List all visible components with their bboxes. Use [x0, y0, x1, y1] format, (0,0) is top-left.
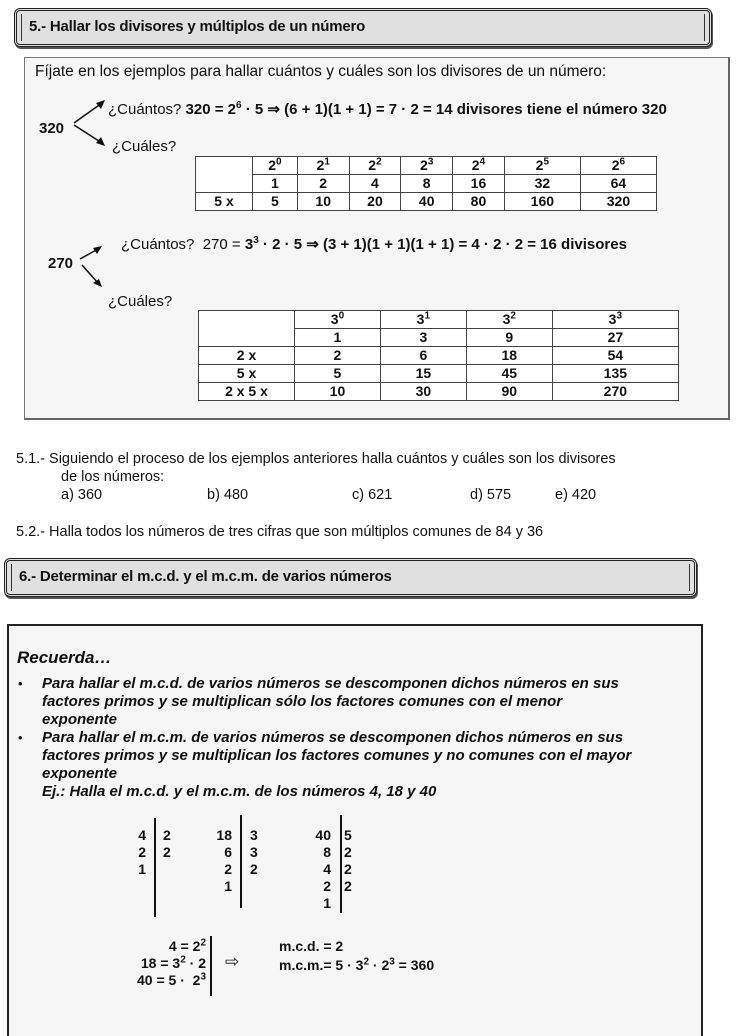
exercise-option: b) 480 — [207, 487, 249, 503]
divider-line — [240, 815, 242, 908]
intro-text: Fíjate en los ejemplos para hallar cuántos y cuáles son los divisores de un número: — [35, 63, 607, 80]
table-row: 5 x 5 15 45 135 — [199, 365, 679, 383]
factor-results: $4 = 2^2$ $18 = 3^2 \cdot 2$ $40 = 5 \cdot 2^3$ — [137, 937, 206, 988]
example2-cuales-label: ¿Cuáles? — [108, 293, 173, 310]
divider-line — [340, 815, 342, 913]
recuerda-heading: Recuerda… — [17, 648, 112, 667]
example1-formula: ¿Cuántos? $320 = 2^6 \cdot 5$ ⇒ (6 + 1)(1 + 1) = 7 · 2 = 14 divisores tiene el número 320 — [108, 100, 667, 118]
mcm-result: $m.c.m.= 5 \cdot 3^2 \cdot 2^3 = 360$ — [279, 956, 435, 973]
example2-number: 270 — [48, 255, 74, 272]
bullet-icon: • — [18, 730, 23, 745]
bullet-icon: • — [18, 676, 23, 691]
section-6-title: 6.- Determinar el m.c.d. y el m.c.m. de varios números — [19, 568, 392, 585]
divisors-table-270: $3^0$ $3^1$ $3^2$ $3^3$ 1 3 9 27 2 x 2 6 18 54 5 x 5 15 45 135 2 x 5 x 10 30 90 270 — [198, 310, 679, 401]
list-item: • Para hallar el m.c.d. de varios números se descomponen dichos números en sus factores primos y se multiplican sólo los factores comunes con el menor exponente — [18, 675, 619, 728]
divisors-table-320: $2^0$ $2^1$ $2^2$ $2^3$ $2^4$ $2^5$ $2^6$ 1 2 4 8 16 32 64 5 x 5 10 20 40 80 160 320 — [195, 156, 657, 211]
example1-cuales-label: ¿Cuáles? — [112, 138, 177, 155]
factorization-18-right: 3 3 2 — [250, 827, 258, 877]
factorization-40-left: 40 8 4 2 1 — [315, 827, 331, 911]
exercise-5-1-line2: de los números: — [61, 469, 165, 485]
exercise-option: c) 621 — [352, 487, 393, 503]
branch-arrows-icon — [72, 98, 108, 148]
table-row: 2 x 2 6 18 54 — [199, 347, 679, 365]
table-row: 2 x 5 x 10 30 90 270 — [199, 383, 679, 401]
divider-line — [210, 936, 212, 996]
section-5-header — [14, 8, 712, 47]
mcd-result: m.c.d. = 2 — [279, 938, 344, 954]
table-row: 5 x 5 10 20 40 80 160 320 — [196, 193, 657, 211]
implies-arrow-icon: ⇨ — [225, 952, 240, 971]
example1-number: 320 — [39, 120, 65, 137]
factorization-4-left: 4 2 1 — [138, 827, 146, 877]
branch-arrows-icon — [78, 243, 106, 289]
factorization-40-right: 5 2 2 2 — [344, 827, 352, 894]
section-5-title: 5.- Hallar los divisores y múltiplos de un número — [29, 18, 366, 35]
factorization-18-left: 18 6 2 1 — [216, 827, 232, 894]
factorization-4-right: 2 2 — [163, 827, 171, 860]
section-6-header — [4, 558, 697, 597]
exercise-5-1-line1: 5.1.- Siguiendo el proceso de los ejemplos anteriores halla cuántos y cuáles son los divisores — [16, 451, 616, 467]
exercise-option: e) 420 — [555, 487, 597, 503]
list-item: • Para hallar el m.c.m. de varios números se descomponen dichos números en sus factores primos y se multiplican los factores comunes y no comunes con el mayor exponente Ej.: Halla el m.c.d. y el m.c.m. de los números 4, 18 y 40 — [18, 729, 632, 800]
bullet-list — [18, 675, 631, 801]
exercise-5-2: 5.2.- Halla todos los números de tres cifras que son múltiplos comunes de 84 y 36 — [16, 524, 544, 540]
exercise-option: a) 360 — [61, 487, 103, 503]
example2-formula: ¿Cuántos? $270 = 3^3 \cdot 2 \cdot 5$ ⇒ (3 + 1)(1 + 1)(1 + 1) = 4 · 2 · 2 = 16 divisores — [121, 235, 627, 253]
divider-line — [154, 818, 156, 917]
exercise-option: d) 575 — [470, 487, 512, 503]
